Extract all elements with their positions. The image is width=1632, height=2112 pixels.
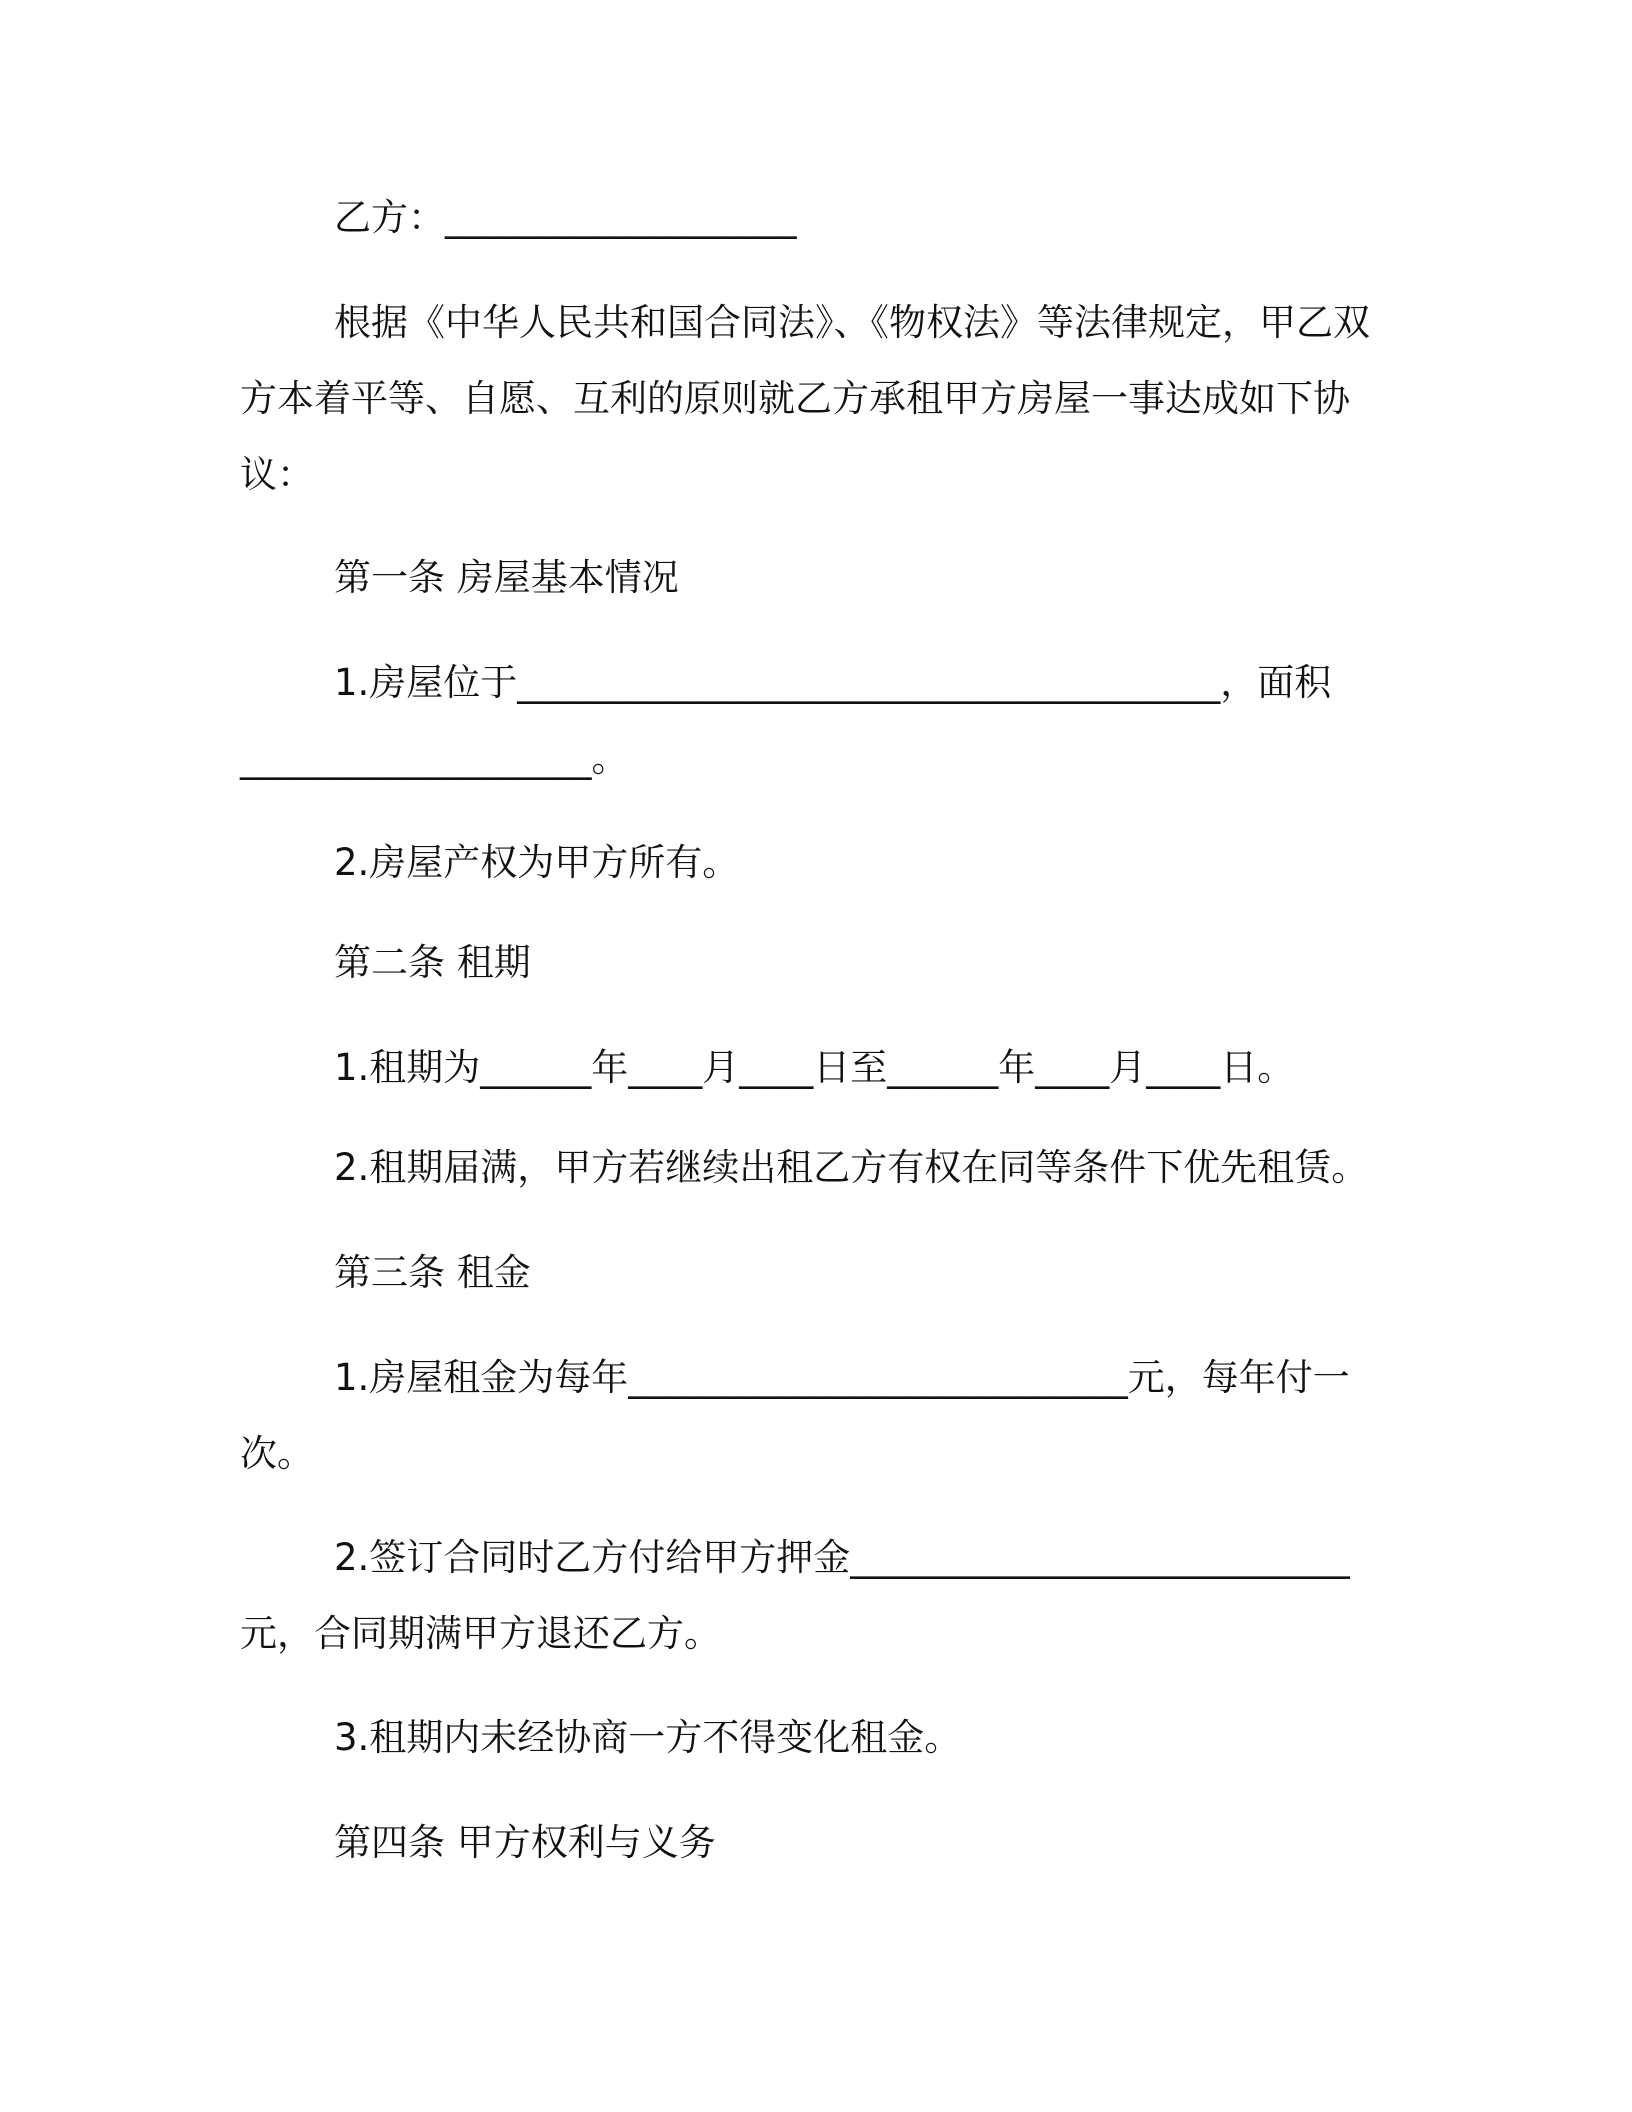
article-3-heading: 第三条 租金 (334, 1251, 531, 1294)
article-2-clause-2: 2.租期届满，甲方若继续出租乙方有权在同等条件下优先租赁。 (334, 1146, 1369, 1189)
article-1-clause-1: 1.房屋位于______________________________________，面积___________________。 (240, 661, 1332, 780)
article-3-clause-2: 2.签订合同时乙方付给甲方押金___________________________元，合同期满甲方退还乙方。 (240, 1536, 1350, 1655)
party-b-line: 乙方：___________________ (334, 196, 797, 239)
article-2-heading: 第二条 租期 (334, 941, 531, 984)
article-2-clause-1: 1.租期为______年____月____日至______年____月____日。 (334, 1046, 1295, 1089)
article-3-clause-1: 1.房屋租金为每年___________________________元，每年付一次。 (240, 1356, 1350, 1475)
article-3-clause-3: 3.租期内未经协商一方不得变化租金。 (334, 1716, 962, 1759)
article-1-heading: 第一条 房屋基本情况 (334, 556, 679, 599)
preamble-paragraph: 根据《中华人民共和国合同法》、《物权法》等法律规定，甲乙双方本着平等、自愿、互利的原则就乙方承租甲方房屋一事达成如下协议： (240, 301, 1370, 496)
article-4-heading: 第四条 甲方权利与义务 (334, 1821, 716, 1864)
article-1-clause-2: 2.房屋产权为甲方所有。 (334, 841, 740, 884)
